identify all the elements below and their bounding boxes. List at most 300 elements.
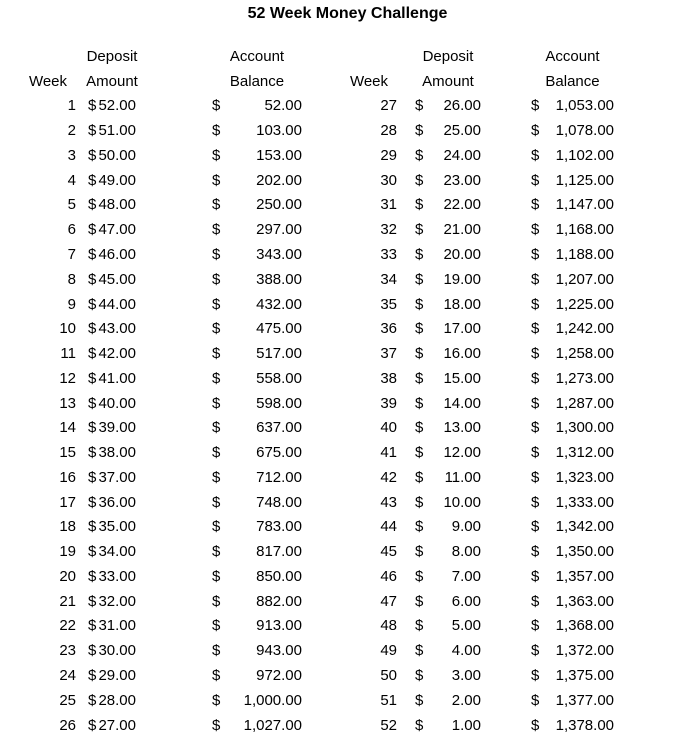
table-row xyxy=(20,713,302,738)
balance-cell-value: 1,078.00 xyxy=(555,122,614,140)
week-cell: 23 xyxy=(59,642,76,660)
table-row xyxy=(20,193,302,218)
balance-cell-value: 517.00 xyxy=(256,345,302,363)
deposit-cell-value: 12.00 xyxy=(443,444,481,462)
week-cell: 29 xyxy=(380,146,397,164)
table-weeks-1-26 xyxy=(20,44,302,737)
balance-cell-value: 1,378.00 xyxy=(555,716,614,734)
currency-symbol: $ xyxy=(531,221,540,239)
balance-cell xyxy=(531,667,614,684)
deposit-cell-value: 10.00 xyxy=(443,493,481,511)
currency-symbol: $ xyxy=(88,493,97,511)
balance-cell xyxy=(531,593,614,610)
deposit-cell xyxy=(88,518,136,535)
deposit-cell-value: 9.00 xyxy=(451,518,481,536)
balance-cell-value: 1,273.00 xyxy=(555,369,614,387)
balance-header-line2: Balance xyxy=(545,72,600,90)
balance-cell xyxy=(212,172,302,189)
balance-cell-value: 1,357.00 xyxy=(555,567,614,585)
currency-symbol: $ xyxy=(415,345,424,363)
balance-cell xyxy=(531,296,614,313)
balance-cell xyxy=(531,518,614,535)
currency-symbol: $ xyxy=(88,246,97,263)
table-row xyxy=(341,267,614,292)
balance-cell-value: 250.00 xyxy=(256,196,302,214)
currency-symbol: $ xyxy=(415,196,424,214)
table-row xyxy=(20,539,302,564)
table-row xyxy=(20,168,302,193)
week-cell: 47 xyxy=(380,592,397,610)
deposit-cell xyxy=(415,419,481,436)
balance-cell-value: 817.00 xyxy=(256,543,302,561)
week-cell: 44 xyxy=(380,518,397,536)
deposit-cell-value: 27.00 xyxy=(98,716,136,734)
deposit-cell xyxy=(415,518,481,535)
currency-symbol: $ xyxy=(531,394,540,412)
currency-symbol: $ xyxy=(415,592,424,610)
balance-cell-value: 712.00 xyxy=(256,468,302,486)
deposit-cell xyxy=(415,717,481,734)
currency-symbol: $ xyxy=(212,320,221,338)
currency-symbol: $ xyxy=(415,270,424,288)
balance-cell xyxy=(212,568,302,585)
balance-cell xyxy=(212,320,302,337)
currency-symbol: $ xyxy=(415,543,424,561)
week-cell: 52 xyxy=(380,716,397,734)
deposit-cell xyxy=(415,345,481,362)
week-cell: 33 xyxy=(380,246,397,263)
currency-symbol: $ xyxy=(415,518,424,536)
balance-cell-value: 202.00 xyxy=(256,171,302,189)
week-cell: 10 xyxy=(59,320,76,338)
balance-cell-value: 850.00 xyxy=(256,567,302,585)
table-row xyxy=(341,564,614,589)
table-row xyxy=(341,316,614,341)
deposit-cell-value: 50.00 xyxy=(98,146,136,164)
balance-cell-value: 343.00 xyxy=(256,246,302,263)
currency-symbol: $ xyxy=(212,667,221,685)
deposit-cell xyxy=(88,271,136,288)
week-cell: 48 xyxy=(380,617,397,635)
currency-symbol: $ xyxy=(88,97,97,115)
balance-cell xyxy=(212,593,302,610)
deposit-header-line1: Deposit xyxy=(422,47,474,65)
balance-cell-value: 1,375.00 xyxy=(555,667,614,685)
table-row xyxy=(341,539,614,564)
balance-cell-value: 598.00 xyxy=(256,394,302,412)
table-row xyxy=(341,490,614,515)
tables-container xyxy=(20,44,695,737)
balance-cell xyxy=(531,568,614,585)
table-row xyxy=(341,94,614,119)
deposit-header-line1: Deposit xyxy=(86,47,138,65)
week-cell: 40 xyxy=(380,419,397,437)
currency-symbol: $ xyxy=(415,468,424,486)
deposit-cell xyxy=(88,617,136,634)
balance-cell-value: 1,287.00 xyxy=(555,394,614,412)
currency-symbol: $ xyxy=(88,444,97,462)
header-row-1 xyxy=(341,44,614,69)
week-cell: 43 xyxy=(380,493,397,511)
balance-cell xyxy=(531,97,614,114)
balance-cell xyxy=(212,345,302,362)
currency-symbol: $ xyxy=(415,171,424,189)
week-cell: 31 xyxy=(380,196,397,214)
balance-cell xyxy=(212,147,302,164)
balance-cell-value: 432.00 xyxy=(256,295,302,313)
page-title: 52 Week Money Challenge xyxy=(247,5,448,22)
week-cell: 6 xyxy=(67,221,76,239)
currency-symbol: $ xyxy=(88,369,97,387)
balance-cell-value: 1,258.00 xyxy=(555,345,614,363)
week-cell: 51 xyxy=(380,691,397,709)
balance-cell xyxy=(212,717,302,734)
balance-header-line2: Balance xyxy=(229,72,285,90)
week-cell: 24 xyxy=(59,667,76,685)
deposit-header-line2: Amount xyxy=(86,72,138,90)
balance-cell-value: 1,102.00 xyxy=(555,146,614,164)
currency-symbol: $ xyxy=(212,716,221,734)
currency-symbol: $ xyxy=(212,642,221,660)
week-cell: 21 xyxy=(59,592,76,610)
currency-symbol: $ xyxy=(531,592,540,610)
currency-symbol: $ xyxy=(415,369,424,387)
currency-symbol: $ xyxy=(531,196,540,214)
week-cell: 12 xyxy=(59,369,76,387)
deposit-cell xyxy=(415,667,481,684)
balance-cell xyxy=(531,147,614,164)
balance-cell xyxy=(212,221,302,238)
currency-symbol: $ xyxy=(212,468,221,486)
week-cell: 4 xyxy=(67,171,76,189)
currency-symbol: $ xyxy=(88,394,97,412)
balance-cell-value: 558.00 xyxy=(256,369,302,387)
deposit-cell xyxy=(415,97,481,114)
deposit-cell-value: 34.00 xyxy=(98,543,136,561)
currency-symbol: $ xyxy=(88,320,97,338)
week-cell: 46 xyxy=(380,567,397,585)
balance-cell xyxy=(212,271,302,288)
balance-cell xyxy=(212,246,302,263)
deposit-cell-value: 15.00 xyxy=(443,369,481,387)
balance-cell-value: 1,053.00 xyxy=(555,97,614,115)
currency-symbol: $ xyxy=(531,543,540,561)
deposit-cell xyxy=(88,717,136,734)
currency-symbol: $ xyxy=(415,221,424,239)
deposit-cell xyxy=(415,320,481,337)
deposit-cell-value: 1.00 xyxy=(451,716,481,734)
currency-symbol: $ xyxy=(531,171,540,189)
week-cell: 16 xyxy=(59,468,76,486)
deposit-cell-value: 23.00 xyxy=(443,171,481,189)
week-cell: 7 xyxy=(67,246,76,263)
table-row xyxy=(341,440,614,465)
week-cell: 39 xyxy=(380,394,397,412)
table-row xyxy=(341,118,614,143)
deposit-cell xyxy=(88,568,136,585)
deposit-cell-value: 3.00 xyxy=(451,667,481,685)
balance-cell xyxy=(531,122,614,139)
week-cell: 41 xyxy=(380,444,397,462)
deposit-cell-value: 46.00 xyxy=(98,246,136,263)
week-cell: 11 xyxy=(60,345,76,363)
week-cell: 22 xyxy=(59,617,76,635)
deposit-cell xyxy=(88,122,136,139)
deposit-cell xyxy=(88,543,136,560)
deposit-cell xyxy=(88,667,136,684)
currency-symbol: $ xyxy=(212,171,221,189)
balance-cell xyxy=(531,419,614,436)
deposit-cell xyxy=(415,593,481,610)
currency-symbol: $ xyxy=(531,617,540,635)
week-cell: 26 xyxy=(59,716,76,734)
currency-symbol: $ xyxy=(531,246,540,263)
week-cell: 1 xyxy=(67,97,76,115)
deposit-cell xyxy=(415,221,481,238)
table-row xyxy=(341,415,614,440)
currency-symbol: $ xyxy=(531,345,540,363)
currency-symbol: $ xyxy=(531,518,540,536)
week-cell: 8 xyxy=(67,270,76,288)
balance-cell-value: 1,027.00 xyxy=(243,716,302,734)
currency-symbol: $ xyxy=(212,146,221,164)
deposit-cell xyxy=(88,642,136,659)
balance-cell-value: 1,333.00 xyxy=(555,493,614,511)
deposit-cell-value: 16.00 xyxy=(443,345,481,363)
currency-symbol: $ xyxy=(531,369,540,387)
currency-symbol: $ xyxy=(212,97,221,115)
deposit-cell-value: 45.00 xyxy=(98,270,136,288)
deposit-cell xyxy=(415,642,481,659)
balance-cell-value: 1,363.00 xyxy=(555,592,614,610)
deposit-cell-value: 29.00 xyxy=(98,667,136,685)
deposit-cell-value: 28.00 xyxy=(98,691,136,709)
balance-cell-value: 388.00 xyxy=(256,270,302,288)
table-row xyxy=(20,316,302,341)
deposit-cell-value: 48.00 xyxy=(98,196,136,214)
table-row xyxy=(20,663,302,688)
balance-header-line1: Account xyxy=(229,47,285,65)
balance-cell xyxy=(531,221,614,238)
currency-symbol: $ xyxy=(88,642,97,660)
table-row xyxy=(341,143,614,168)
currency-symbol: $ xyxy=(531,419,540,437)
balance-cell-value: 153.00 xyxy=(256,146,302,164)
table-row xyxy=(20,415,302,440)
deposit-cell-value: 43.00 xyxy=(98,320,136,338)
balance-cell-value: 1,168.00 xyxy=(555,221,614,239)
table-row xyxy=(20,267,302,292)
deposit-cell xyxy=(415,147,481,164)
balance-cell-value: 1,323.00 xyxy=(555,468,614,486)
deposit-cell xyxy=(415,469,481,486)
deposit-cell-value: 6.00 xyxy=(451,592,481,610)
balance-cell xyxy=(212,518,302,535)
balance-cell xyxy=(212,370,302,387)
balance-cell xyxy=(531,642,614,659)
balance-cell-value: 52.00 xyxy=(264,97,302,115)
deposit-cell-value: 4.00 xyxy=(451,642,481,660)
week-cell: 3 xyxy=(67,146,76,164)
week-cell: 35 xyxy=(380,295,397,313)
table-row xyxy=(341,688,614,713)
table-row xyxy=(341,193,614,218)
balance-cell-value: 972.00 xyxy=(256,667,302,685)
week-cell: 9 xyxy=(67,295,76,313)
currency-symbol: $ xyxy=(415,295,424,313)
deposit-cell-value: 49.00 xyxy=(98,171,136,189)
currency-symbol: $ xyxy=(531,146,540,164)
week-cell: 45 xyxy=(380,543,397,561)
balance-cell xyxy=(212,122,302,139)
deposit-cell-value: 51.00 xyxy=(98,122,136,140)
table-row xyxy=(341,614,614,639)
week-cell: 15 xyxy=(59,444,76,462)
deposit-cell xyxy=(88,196,136,213)
week-cell: 37 xyxy=(380,345,397,363)
table-row xyxy=(341,465,614,490)
balance-cell xyxy=(531,444,614,461)
deposit-cell xyxy=(415,494,481,511)
deposit-cell-value: 37.00 xyxy=(98,468,136,486)
currency-symbol: $ xyxy=(88,122,97,140)
balance-cell xyxy=(212,667,302,684)
balance-cell xyxy=(212,617,302,634)
balance-cell xyxy=(212,494,302,511)
currency-symbol: $ xyxy=(531,295,540,313)
balance-cell xyxy=(531,345,614,362)
balance-cell xyxy=(212,692,302,709)
deposit-cell xyxy=(415,444,481,461)
currency-symbol: $ xyxy=(415,493,424,511)
deposit-cell xyxy=(415,395,481,412)
currency-symbol: $ xyxy=(415,716,424,734)
deposit-cell-value: 41.00 xyxy=(98,369,136,387)
currency-symbol: $ xyxy=(531,493,540,511)
balance-cell-value: 1,188.00 xyxy=(555,246,614,263)
deposit-cell-value: 22.00 xyxy=(443,196,481,214)
deposit-cell xyxy=(88,221,136,238)
balance-cell xyxy=(531,196,614,213)
week-cell: 49 xyxy=(380,642,397,660)
table-row xyxy=(20,292,302,317)
deposit-cell-value: 47.00 xyxy=(98,221,136,239)
balance-cell-value: 297.00 xyxy=(256,221,302,239)
currency-symbol: $ xyxy=(415,642,424,660)
deposit-cell-value: 18.00 xyxy=(443,295,481,313)
balance-cell-value: 475.00 xyxy=(256,320,302,338)
balance-cell-value: 103.00 xyxy=(256,122,302,140)
balance-cell-value: 1,312.00 xyxy=(555,444,614,462)
deposit-cell-value: 21.00 xyxy=(443,221,481,239)
deposit-cell-value: 11.00 xyxy=(444,468,481,486)
deposit-cell-value: 40.00 xyxy=(98,394,136,412)
currency-symbol: $ xyxy=(212,444,221,462)
balance-cell xyxy=(212,642,302,659)
balance-cell-value: 1,300.00 xyxy=(555,419,614,437)
balance-cell xyxy=(531,320,614,337)
week-cell: 28 xyxy=(380,122,397,140)
header-row-2 xyxy=(341,69,614,94)
table-row xyxy=(341,168,614,193)
table-row xyxy=(20,638,302,663)
table-row xyxy=(20,341,302,366)
week-cell: 14 xyxy=(59,419,76,437)
deposit-cell xyxy=(88,147,136,164)
deposit-cell xyxy=(415,296,481,313)
balance-cell xyxy=(212,543,302,560)
currency-symbol: $ xyxy=(531,667,540,685)
deposit-cell xyxy=(88,172,136,189)
table-row xyxy=(341,638,614,663)
week-cell: 20 xyxy=(59,567,76,585)
week-cell: 42 xyxy=(380,468,397,486)
deposit-cell xyxy=(88,296,136,313)
week-cell: 13 xyxy=(59,394,76,412)
table-row xyxy=(20,242,302,267)
currency-symbol: $ xyxy=(88,295,97,313)
balance-cell-value: 1,125.00 xyxy=(555,171,614,189)
table-row xyxy=(20,118,302,143)
deposit-cell-value: 32.00 xyxy=(98,592,136,610)
header-row-1 xyxy=(20,44,302,69)
currency-symbol: $ xyxy=(212,221,221,239)
deposit-cell-value: 35.00 xyxy=(98,518,136,536)
currency-symbol: $ xyxy=(212,493,221,511)
balance-header-line1: Account xyxy=(545,47,600,65)
currency-symbol: $ xyxy=(88,468,97,486)
currency-symbol: $ xyxy=(212,691,221,709)
currency-symbol: $ xyxy=(212,518,221,536)
currency-symbol: $ xyxy=(88,345,97,363)
deposit-cell-value: 31.00 xyxy=(98,617,136,635)
table-body xyxy=(341,94,614,738)
deposit-cell xyxy=(88,593,136,610)
currency-symbol: $ xyxy=(531,122,540,140)
currency-symbol: $ xyxy=(531,691,540,709)
deposit-cell-value: 7.00 xyxy=(451,567,481,585)
week-cell: 19 xyxy=(59,543,76,561)
deposit-cell xyxy=(88,692,136,709)
currency-symbol: $ xyxy=(88,617,97,635)
currency-symbol: $ xyxy=(531,642,540,660)
table-row xyxy=(341,292,614,317)
header-row-2 xyxy=(20,69,302,94)
table-row xyxy=(341,663,614,688)
week-cell: 17 xyxy=(59,493,76,511)
currency-symbol: $ xyxy=(212,419,221,437)
currency-symbol: $ xyxy=(88,196,97,214)
table-row xyxy=(20,614,302,639)
deposit-cell xyxy=(415,122,481,139)
deposit-cell xyxy=(415,543,481,560)
deposit-cell-value: 8.00 xyxy=(451,543,481,561)
table-row xyxy=(20,217,302,242)
currency-symbol: $ xyxy=(531,567,540,585)
table-row xyxy=(341,242,614,267)
currency-symbol: $ xyxy=(88,716,97,734)
deposit-cell xyxy=(415,172,481,189)
table-row xyxy=(20,490,302,515)
table-row xyxy=(341,217,614,242)
deposit-cell-value: 30.00 xyxy=(98,642,136,660)
currency-symbol: $ xyxy=(88,567,97,585)
currency-symbol: $ xyxy=(415,667,424,685)
balance-cell-value: 748.00 xyxy=(256,493,302,511)
table-row xyxy=(20,515,302,540)
deposit-cell xyxy=(88,494,136,511)
deposit-cell xyxy=(415,568,481,585)
